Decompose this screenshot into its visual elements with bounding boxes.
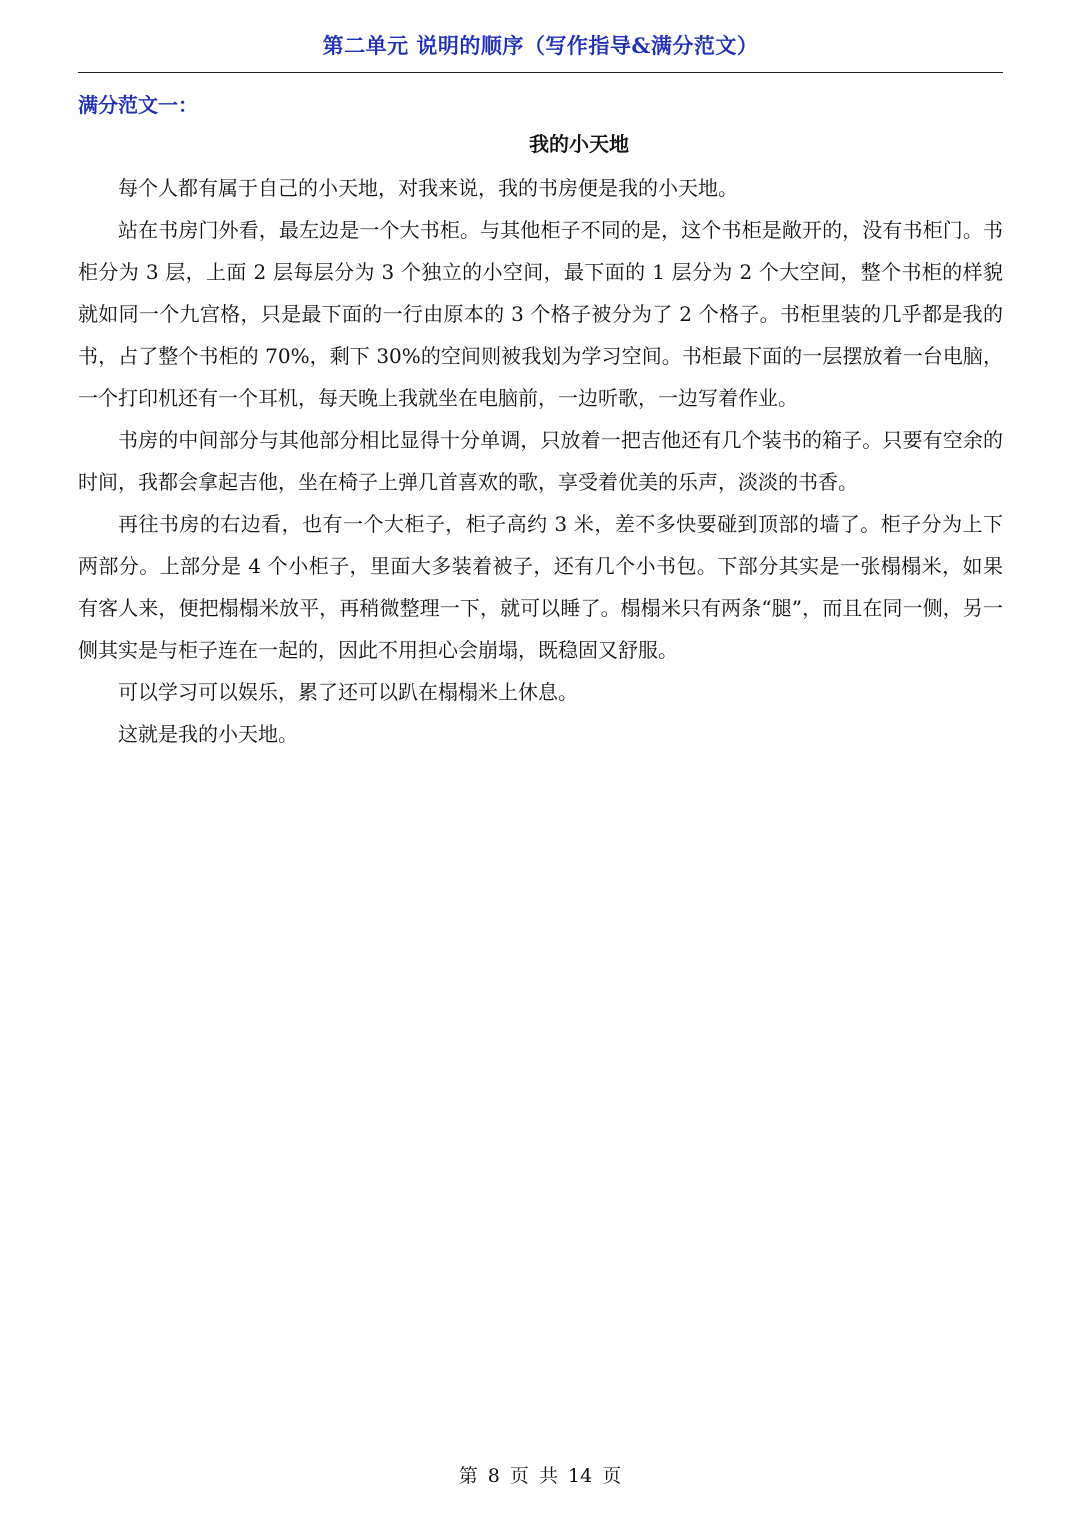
section-label: 满分范文一： xyxy=(78,93,198,117)
page-header-title: 第二单元 说明的顺序（写作指导&满分范文） xyxy=(322,33,759,58)
essay-paragraph-3: 书房的中间部分与其他部分相比显得十分单调，只放着一把吉他还有几个装书的箱子。只要有空余的时间，我都会拿起吉他，坐在椅子上弹几首喜欢的歌，享受着优美的乐声，淡淡的书香。 xyxy=(78,428,1003,494)
page-number: 第 8 页 共 14 页 xyxy=(458,1465,622,1487)
essay-title: 我的小天地 xyxy=(529,132,629,156)
essay-paragraph-5: 可以学习可以娱乐，累了还可以趴在榻榻米上休息。 xyxy=(118,680,578,704)
header-divider xyxy=(78,72,1003,73)
essay-paragraph-4: 再往书房的右边看，也有一个大柜子，柜子高约 3 米，差不多快要碰到顶部的墙了。柜子分为上下两部分。上部分是 4 个小柜子，里面大多装着被子，还有几个小书包。下部分其实是一张榻榻米，如果有客人来，便把榻榻米放平，再稍微整理一下，就可以睡了。榻榻米只有两条“腿”，而且在同一侧，另一侧其实是与柜子连在一起的，因此不用担心会崩塌，既稳固又舒服。 xyxy=(78,512,1003,662)
essay-paragraph-2: 站在书房门外看，最左边是一个大书柜。与其他柜子不同的是，这个书柜是敞开的，没有书柜门。书柜分为 3 层，上面 2 层每层分为 3 个独立的小空间，最下面的 1 层分为 2 个大空间，整个书柜的样貌就如同一个九宫格，只是最下面的一行由原本的 3 个格子被分为了 2 个格子。书柜里装的几乎都是我的书，占了整个书柜的 70%，剩下 30%的空间则被我划为学习空间。书柜最下面的一层摆放着一台电脑，一个打印机还有一个耳机，每天晚上我就坐在电脑前，一边听歌，一边写着作业。 xyxy=(78,218,1003,410)
essay-paragraph-6: 这就是我的小天地。 xyxy=(118,722,298,746)
essay-body xyxy=(78,167,1003,755)
essay-paragraph-1: 每个人都有属于自己的小天地，对我来说，我的书房便是我的小天地。 xyxy=(118,176,738,200)
